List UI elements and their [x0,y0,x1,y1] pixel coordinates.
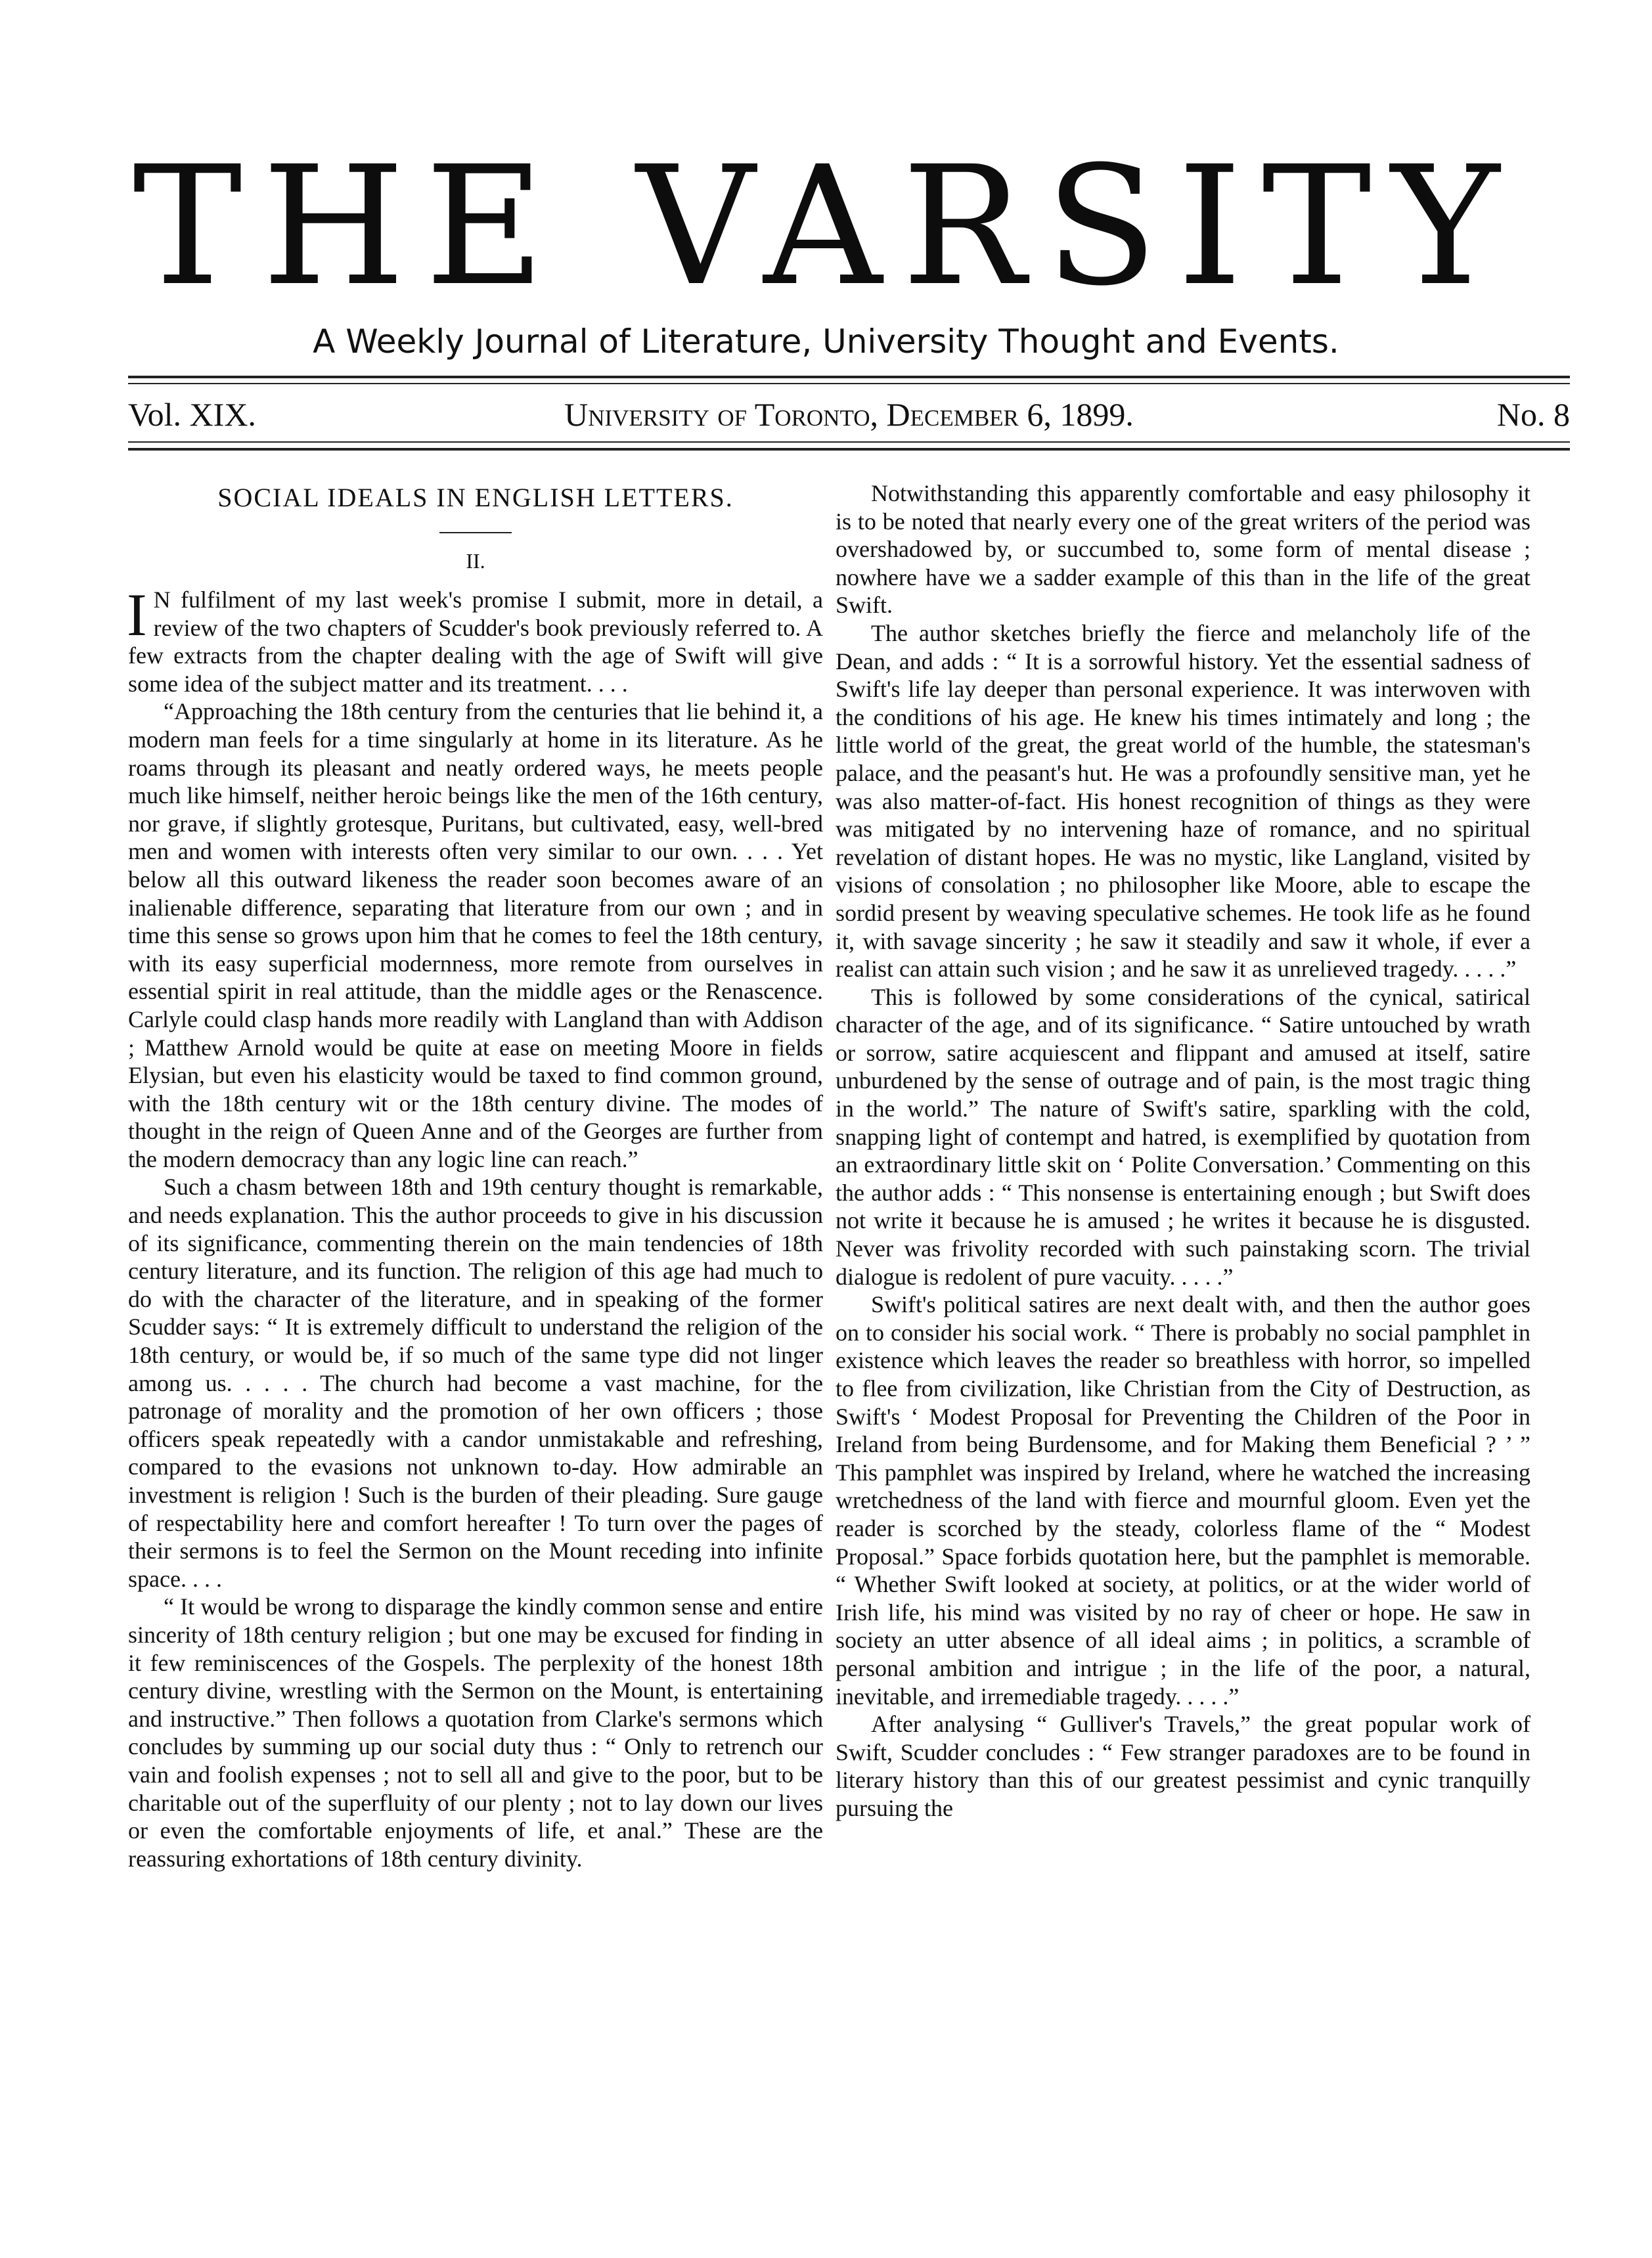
dateline [128,391,1570,437]
paragraph: “Approaching the 18th century from the centuries that lie behind it, a modern man feels for a time singularly at home in its literature. As he roams through its pleasant and neatly ordered ways, he meets people much like himself, neither heroic beings like the men of the 16th century, nor grave, if slightly grotesque, Puritans, but cultivated, easy, well-bred men and women with interests often very similar to our own. . . . Yet below all this outward likeness the reader soon becomes aware of an inalienable difference, separating that literature from our own ; and in time this sense so grows upon him that he comes to feel the 18th century, with its easy superficial modernness, more remote from ourselves in essential spirit in real attitude, than the middle ages or the Renascence. Carlyle could clasp hands more readily with Langland than with Addison ; Matthew Arnold would be quite at ease on meeting Moore in fields Elysian, but even his elasticity would be taxed to find common ground, with the 18th century wit or the 18th century divine. The modes of thought in the reign of Queen Anne and of the Georges are further from the modern democracy than any logic line can reach.” [128,698,823,1172]
place-date: University of Toronto, December 6, 1899. [564,396,1134,433]
masthead-title: THE VARSITY [133,131,1519,322]
issue-number: No. 8 [1496,396,1570,433]
paragraph: Notwithstanding this apparently comfortable and easy philosophy it is to be noted that nearly every one of the great writers of the period was overshadowed by, or succumbed to, some form of mental disease ; nowhere have we a sadder example of this than in the life of the great Swift. [836,480,1530,619]
header-rule-bottom [128,448,1570,451]
paragraph: Swift's political satires are next dealt with, and then the author goes on to consider his social work. “ There is probably no social pamphlet in existence which leaves the reader so breathless with horror, so impelled to flee from civilization, like Christian from the City of Destruction, as Swift's ‘ Modest Proposal for Preventing the Children of the Poor in Ireland from being Burdensome, and for Making them Beneficial ? ’ ” This pamphlet was inspired by Ireland, where he watched the increasing wretchedness of the land with fierce and mournful gloom. Even yet the reader is scorched by the steady, colorless flame of the “ Modest Proposal.” Space forbids quotation here, but the pamphlet is memorable. “ Whether Swift looked at society, at politics, or at the wider world of Irish life, his mind was visited by no ray of cheer or hope. He saw in society an utter absence of all ideal aims ; in politics, a scramble of personal ambition and intrigue ; in the life of the poor, a natural, inevitable, and irremediable tragedy. . . . .” [836,1291,1530,1710]
paragraph-text: N fulfilment of my last week's promise I submit, more in detail, a review of the two chapters of Scudder's book previously referred to. A few extracts from the chapter dealing with the age of Swift will give some idea of the subject matter and its treatment. . . . [128,587,823,697]
drop-cap: I [127,581,147,648]
title-rule [439,532,512,533]
paragraph: This is followed by some considerations of the cynical, satirical character of the age, and of its significance. “ Satire untouched by wrath or sorrow, satire acquiescent and flippant and amused at itself, satire unburdened by the sense of outrage and of pain, is the most tragic thing in the world.” The nature of Swift's satire, sparkling with the cold, snapping light of contempt and hatred, is exemplified by quotation from an extraordinary little skit on ‘ Polite Conversation.’ Commenting on this the author adds : “ This nonsense is entertaining enough ; but Swift does not write it because he is amused ; he writes it because he is disgusted. Never was frivolity recorded with such painstaking scorn. The trivial dialogue is redolent of pure vacuity. . . . .” [836,983,1530,1290]
header-rule-bottom-thin [128,441,1570,443]
header-rule-top-thin [128,383,1570,384]
article-title: SOCIAL IDEALS IN ENGLISH LETTERS. [217,483,734,512]
paragraph: Such a chasm between 18th and 19th century thought is remarkable, and needs explanation. This the author proceeds to give in his discussion of its significance, commenting therein on the main tendencies of 18th century literature, and its function. The religion of this age had much to do with the character of the literature, and in speaking of the former Scudder says: “ It is extremely difficult to understand the religion of the 18th century, or would be, if so much of the same type did not linger among us. . . . . The church had become a vast machine, for the patronage of morality and the promotion of her own officers ; those officers speak repeatedly with a candor unmistakable and refreshing, compared to the evasions not unknown to-day. How admirable an investment is religion ! Such is the burden of their pleading. Sure gauge of respectability here and comfort hereafter ! To turn over the pages of their sermons is to feel the Sermon on the Mount receding into infinite space. . . . [128,1174,823,1592]
volume-label: Vol. XIX. [128,396,256,433]
article-part: II. [466,549,485,573]
masthead-subtitle: A Weekly Journal of Literature, University Thought and Events. [313,322,1339,361]
column-right [836,479,1530,1823]
header-rule-top [128,376,1570,378]
paragraph: After analysing “ Gulliver's Travels,” the great popular work of Swift, Scudder concludes : “ Few stranger paradoxes are to be found in literary history than this of our greatest pessimist and cynic tranquilly pursuing the [836,1711,1530,1821]
paragraph [127,581,823,697]
paragraph: The author sketches briefly the fierce and melancholy life of the Dean, and adds : “ It is a sorrowful history. Yet the essential sadness of Swift's life lay deeper than personal experience. It was interwoven with the conditions of his age. He knew his times intimately and long ; the little world of the great, the great world of the humble, the statesman's palace, and the peasant's hut. He was a profoundly sensitive man, yet he was also matter-of-fact. His honest recognition of things as they were was mitigated by no intervening haze of romance, and no spiritual revelation of distant hopes. He was no mystic, like Langland, visited by visions of consolation ; no philosopher like Moore, able to escape the sordid present by weaving speculative schemes. He took life as he found it, with savage sincerity ; he saw it steadily and saw it whole, if ever a realist can attain such vision ; and he saw it as unrelieved tragedy. . . . .” [836,619,1530,983]
column-left [128,479,823,1872]
paragraph: “ It would be wrong to disparage the kindly common sense and entire sincerity of 18th century religion ; but one may be excused for finding in it few reminiscences of the Gospels. The perplexity of the honest 18th century divine, wrestling with the Sermon on the Mount, is entertaining and instructive.” Then follows a quotation from Clarke's sermons which concludes by summing up our social duty thus : “ Only to retrench our vain and foolish expenses ; not to sell all and give to the poor, but to be charitable out of the superfluity of our plenty ; not to lay down our lives or even the comfortable enjoyments of life, et anal.” These are the reassuring exhortations of 18th century divinity. [128,1593,823,1872]
